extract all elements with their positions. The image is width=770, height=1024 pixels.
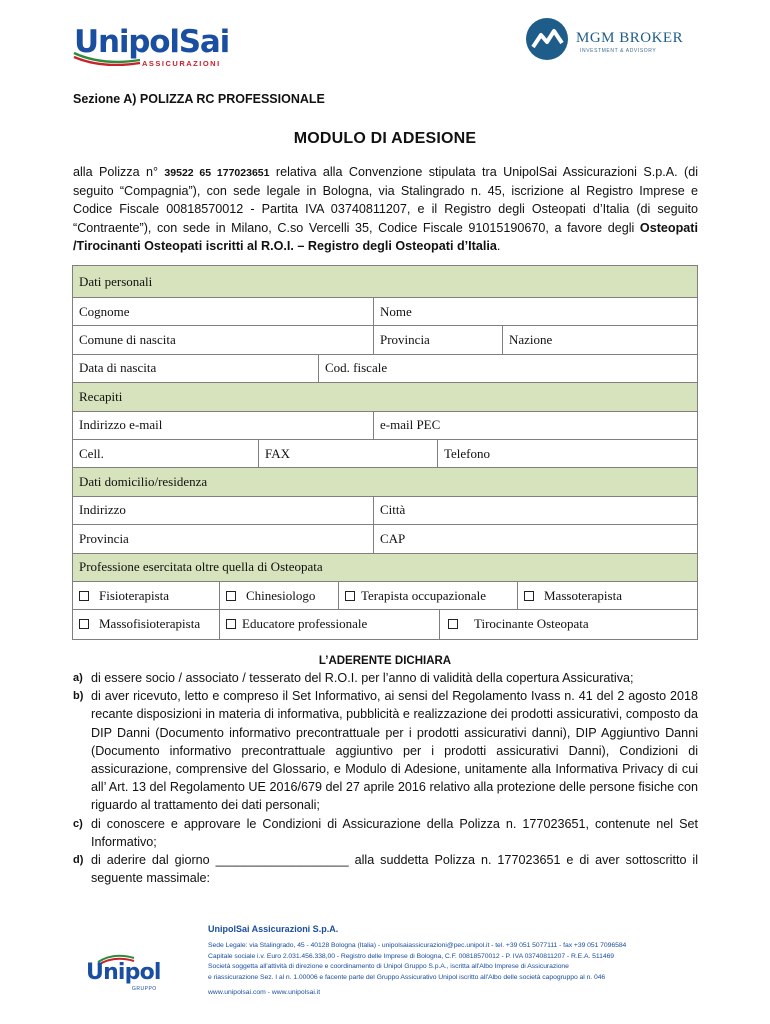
checkbox-label: Educatore professionale [242, 616, 368, 632]
declaration-label: c) [73, 817, 83, 830]
intro-prefix: alla Polizza n° [73, 165, 165, 179]
unipolsai-logo-subtitle: ASSICURAZIONI [142, 59, 221, 68]
declaration-label: a) [73, 672, 83, 684]
form-row [73, 355, 697, 383]
form-row [73, 610, 697, 638]
intro-body: relativa alla Convenzione stipulata tra UnipolSai Assicurazioni S.p.A. (di seguito “Compagnia”), con sede legale in Bologna, via Stalingrado n. 45, iscrizione al Registro Imprese e Codice Fiscale 00818570012 - Partita IVA 03740811207, e il Registro degli Osteopati d’Italia (di seguito “Contraente”), con sede in Milano, C.so Vercelli 35, Codice Fiscale 91015190670, a favore degli [73, 165, 698, 235]
unipolsai-logo [72, 22, 232, 72]
checkbox-educatore-professionale[interactable] [220, 610, 440, 638]
section-label: Dati domicilio/residenza [79, 474, 208, 490]
declaration-label: d) [73, 854, 84, 867]
form-row [73, 525, 697, 553]
checkbox-icon[interactable] [226, 591, 236, 601]
checkbox-icon[interactable] [79, 619, 89, 629]
declaration-item [73, 815, 698, 851]
data-nascita-field[interactable]: Data di nascita [73, 355, 319, 382]
mgm-mountain-icon [526, 18, 568, 60]
membership-form [72, 265, 698, 640]
section-header-profession [73, 554, 697, 582]
nazione-field[interactable]: Nazione [509, 332, 553, 348]
declaration-text: di aver ricevuto, letto e compreso il Set Informativo, ai sensi del Regolamento Ivass n. 41 del 2 agosto 2018 recante disposizioni in materia di informativa, pubblicità e realizzazione dei prodotti assicurativi, composto da DIP Danni (Documento informativo precontrattuale per i prodotti assicurativi danni), DIP Aggiuntivo Danni (Documento informativo precontrattuale aggiuntivo per i prodotti assicurativi Danni), Condizioni di assicurazione, comprensive del Glossario, e Modulo di Adesione, unitamente alla Informativa Privacy di cui all’ Art. 13 del Regolamento UE 2016/679 del 27 aprile 2016 relativo alla protezione delle persone fisiche con riguardo al trattamento dei dati personali; [91, 689, 698, 813]
form-row [73, 298, 697, 326]
section-label: Professione esercitata oltre quella di Osteopata [79, 559, 323, 575]
mgm-broker-name: MGM BROKER [576, 30, 684, 46]
checkbox-massoterapista[interactable] [518, 582, 697, 609]
declaration-item [73, 669, 698, 687]
checkbox-label: Fisioterapista [99, 587, 170, 603]
intro-beneficiaries: Osteopati /Tirocinanti Osteopati iscritti al R.O.I. – Registro degli Osteopati d’Italia [73, 220, 698, 253]
checkbox-terapista-occupazionale[interactable] [339, 582, 518, 609]
declaration-item [73, 851, 698, 887]
provincia-field[interactable]: Provincia [73, 525, 374, 552]
section-header-contacts [73, 383, 697, 411]
checkbox-label: Terapista occupazionale [361, 587, 487, 603]
cod-fiscale-field[interactable]: Cod. fiscale [325, 360, 388, 376]
nome-field[interactable]: Nome [380, 303, 412, 319]
citta-field[interactable]: Città [380, 502, 406, 518]
footer-line: Società soggetta all'attività di direzione e coordinamento di Unipol Gruppo S.p.A., iscritta all'Albo Imprese di Assicurazione [208, 963, 569, 971]
checkbox-icon[interactable] [524, 591, 534, 601]
checkbox-label: Massofisioterapista [99, 616, 201, 632]
declaration-text: di essere socio / associato / tesserato del R.O.I. per l’anno di validità della copertura Assicurativa; [91, 671, 634, 685]
footer-company-name: UnipolSai Assicurazioni S.p.A. [208, 924, 339, 934]
footer-websites[interactable]: www.unipolsai.com - www.unipolsai.it [208, 989, 321, 997]
form-row [73, 582, 697, 610]
telefono-field[interactable]: Telefono [444, 445, 491, 461]
unipol-logo-subtitle: GRUPPO [132, 986, 157, 992]
section-header-personal [73, 266, 697, 298]
tricolor-swoosh-icon [72, 50, 142, 66]
unipol-group-logo [86, 958, 166, 998]
checkbox-tirocinante[interactable] [440, 610, 697, 638]
form-row [73, 497, 697, 525]
cell-field[interactable]: Cell. [73, 440, 259, 467]
checkbox-label: Tirocinante Osteopata [474, 616, 589, 632]
mgm-broker-tagline: INVESTMENT & ADVISORY [580, 48, 657, 54]
checkbox-icon[interactable] [226, 619, 236, 629]
mgm-broker-logo [526, 18, 686, 62]
checkbox-label: Chinesiologo [246, 587, 316, 603]
checkbox-icon[interactable] [79, 591, 89, 601]
declaration-text: di aderire dal giorno ___________________ alla suddetta Polizza n. 177023651 e di aver sottoscritto il seguente massimale: [91, 853, 698, 886]
form-row [73, 412, 697, 440]
section-label: Recapiti [79, 388, 123, 404]
unipol-logo-text: Unipol [86, 960, 161, 985]
declarations-title: L’ADERENTE DICHIARA [318, 655, 452, 667]
intro-paragraph [73, 163, 698, 255]
checkbox-chinesiologo[interactable] [220, 582, 339, 609]
unipolsai-logo-text: UnipolSai [74, 24, 230, 60]
section-header-domicile [73, 468, 697, 496]
declarations-list [73, 669, 698, 887]
footer-line: Capitale sociale i.v. Euro 2.031.456.338,00 - Registro delle Imprese di Bologna, C.F. 00818570012 - P. IVA 03740811207 - R.E.A. 511469 [208, 952, 615, 960]
checkbox-fisioterapista[interactable] [73, 582, 220, 609]
footer-line: e riassicurazione Sez. I al n. 1.00006 e facente parte del Gruppo Assicurativo Unipol iscritto all'Albo delle società capogruppo al n. 046 [208, 973, 606, 981]
checkbox-label: Massoterapista [544, 587, 622, 603]
checkbox-icon[interactable] [448, 619, 458, 629]
form-title: MODULO DI ADESIONE [293, 130, 477, 147]
email-field[interactable]: Indirizzo e-mail [73, 412, 374, 439]
cap-field[interactable]: CAP [380, 530, 406, 546]
checkbox-massofisioterapista[interactable] [73, 610, 220, 638]
footer-company-info [208, 924, 708, 996]
form-row [73, 440, 697, 468]
intro-end: . [496, 238, 501, 253]
section-title: Sezione A) POLIZZA RC PROFESSIONALE [73, 92, 325, 106]
footer-line: Sede Legale: via Stalingrado, 45 - 40128 Bologna (Italia) - unipolsaiassicurazioni@pec.unipol.it - tel. +39 051 5077111 - fax +39 051 7096584 [208, 942, 627, 949]
comune-nascita-field[interactable]: Comune di nascita [73, 326, 374, 353]
form-row [73, 326, 697, 354]
indirizzo-field[interactable]: Indirizzo [73, 497, 374, 524]
checkbox-icon[interactable] [345, 591, 355, 601]
policy-number: 39522 65 177023651 [164, 167, 270, 179]
section-label: Dati personali [79, 273, 153, 289]
provincia-nascita-field[interactable]: Provincia [374, 326, 503, 353]
cognome-field[interactable]: Cognome [73, 298, 374, 325]
declaration-label: b) [73, 690, 84, 703]
declaration-item [73, 687, 698, 814]
declaration-text: di conoscere e approvare le Condizioni di Assicurazione della Polizza n. 177023651, contenute nel Set Informativo; [91, 816, 698, 849]
fax-field[interactable]: FAX [259, 440, 438, 467]
pec-field[interactable]: e-mail PEC [380, 417, 441, 433]
